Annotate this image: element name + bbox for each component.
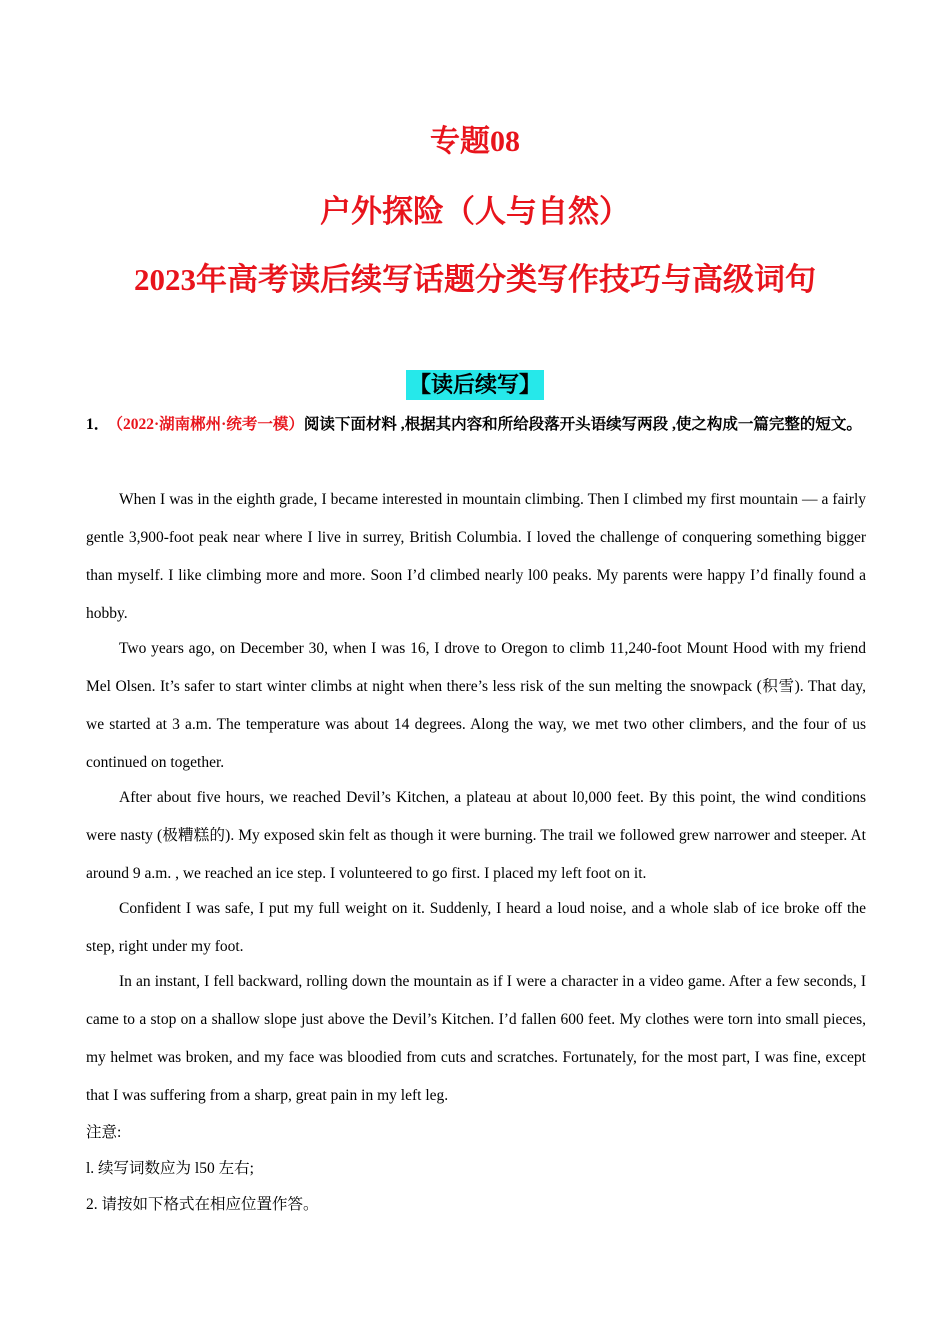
section-heading bbox=[0, 370, 950, 400]
note-item: l. 续写词数应为 l50 左右; bbox=[86, 1160, 254, 1177]
topic-theme-title: 户外探险（人与自然） bbox=[320, 194, 630, 229]
notes-block bbox=[86, 1115, 866, 1223]
question-intro bbox=[86, 410, 866, 440]
section-label: 【读后续写】 bbox=[406, 370, 544, 400]
passage-paragraph: When I was in the eighth grade, I became interested in mountain climbing. Then I climbed my first mountain — a fairly gentle 3,900-foot peak near where I live in surrey, British Columbia. I loved the challenge of conquering something bigger than myself. I like climbing more and more. Soon I’d climbed nearly l00 peaks. My parents were happy I’d finally found a hobby. bbox=[86, 491, 866, 622]
passage-paragraph: After about five hours, we reached Devil’s Kitchen, a plateau at about l0,000 feet. By this point, the wind conditions were nasty (极糟糕的). My exposed skin felt as though it were burning. The trail we followed grew narrower and steeper. At around 9 a.m. , we reached an ice step. I volunteered to go first. I placed my left foot on it. bbox=[86, 789, 866, 882]
topic-number-title: 专题08 bbox=[430, 125, 520, 158]
question-instruction: 阅读下面材料 ,根据其内容和所给段落开头语续写两段 ,使之构成一篇完整的短文。 bbox=[303, 416, 862, 433]
passage bbox=[86, 481, 866, 1223]
notes-heading: 注意: bbox=[86, 1124, 122, 1141]
passage-paragraph: Two years ago, on December 30, when I was 16, I drove to Oregon to climb 11,240-foot Mount Hood with my friend Mel Olsen. It’s safer to start winter climbs at night when there’s less risk of the sun melting the snowpack (积雪). That day, we started at 3 a.m. The temperature was about 14 degrees. Along the way, we met two other climbers, and the four of us continued on together. bbox=[86, 640, 866, 771]
question-number: 1． bbox=[86, 416, 110, 433]
passage-paragraph: In an instant, I fell backward, rolling down the mountain as if I were a character in a video game. After a few seconds, I came to a stop on a shallow slope just above the Devil’s Kitchen. I’d fallen 600 feet. My clothes were torn into small pieces, my helmet was broken, and my face was bloodied from cuts and scratches. Fortunately, for the most part, I was fine, except that I was suffering from a sharp, great pain in my left leg. bbox=[86, 973, 866, 1104]
document-title: 2023年高考读后续写话题分类写作技巧与高级词句 bbox=[134, 262, 816, 297]
question-source: （2022·湖南郴州·统考一模） bbox=[115, 416, 304, 433]
passage-paragraph: Confident I was safe, I put my full weight on it. Suddenly, I heard a loud noise, and a whole slab of ice broke off the step, right under my foot. bbox=[86, 900, 866, 955]
note-item: 2. 请按如下格式在相应位置作答。 bbox=[86, 1196, 319, 1213]
